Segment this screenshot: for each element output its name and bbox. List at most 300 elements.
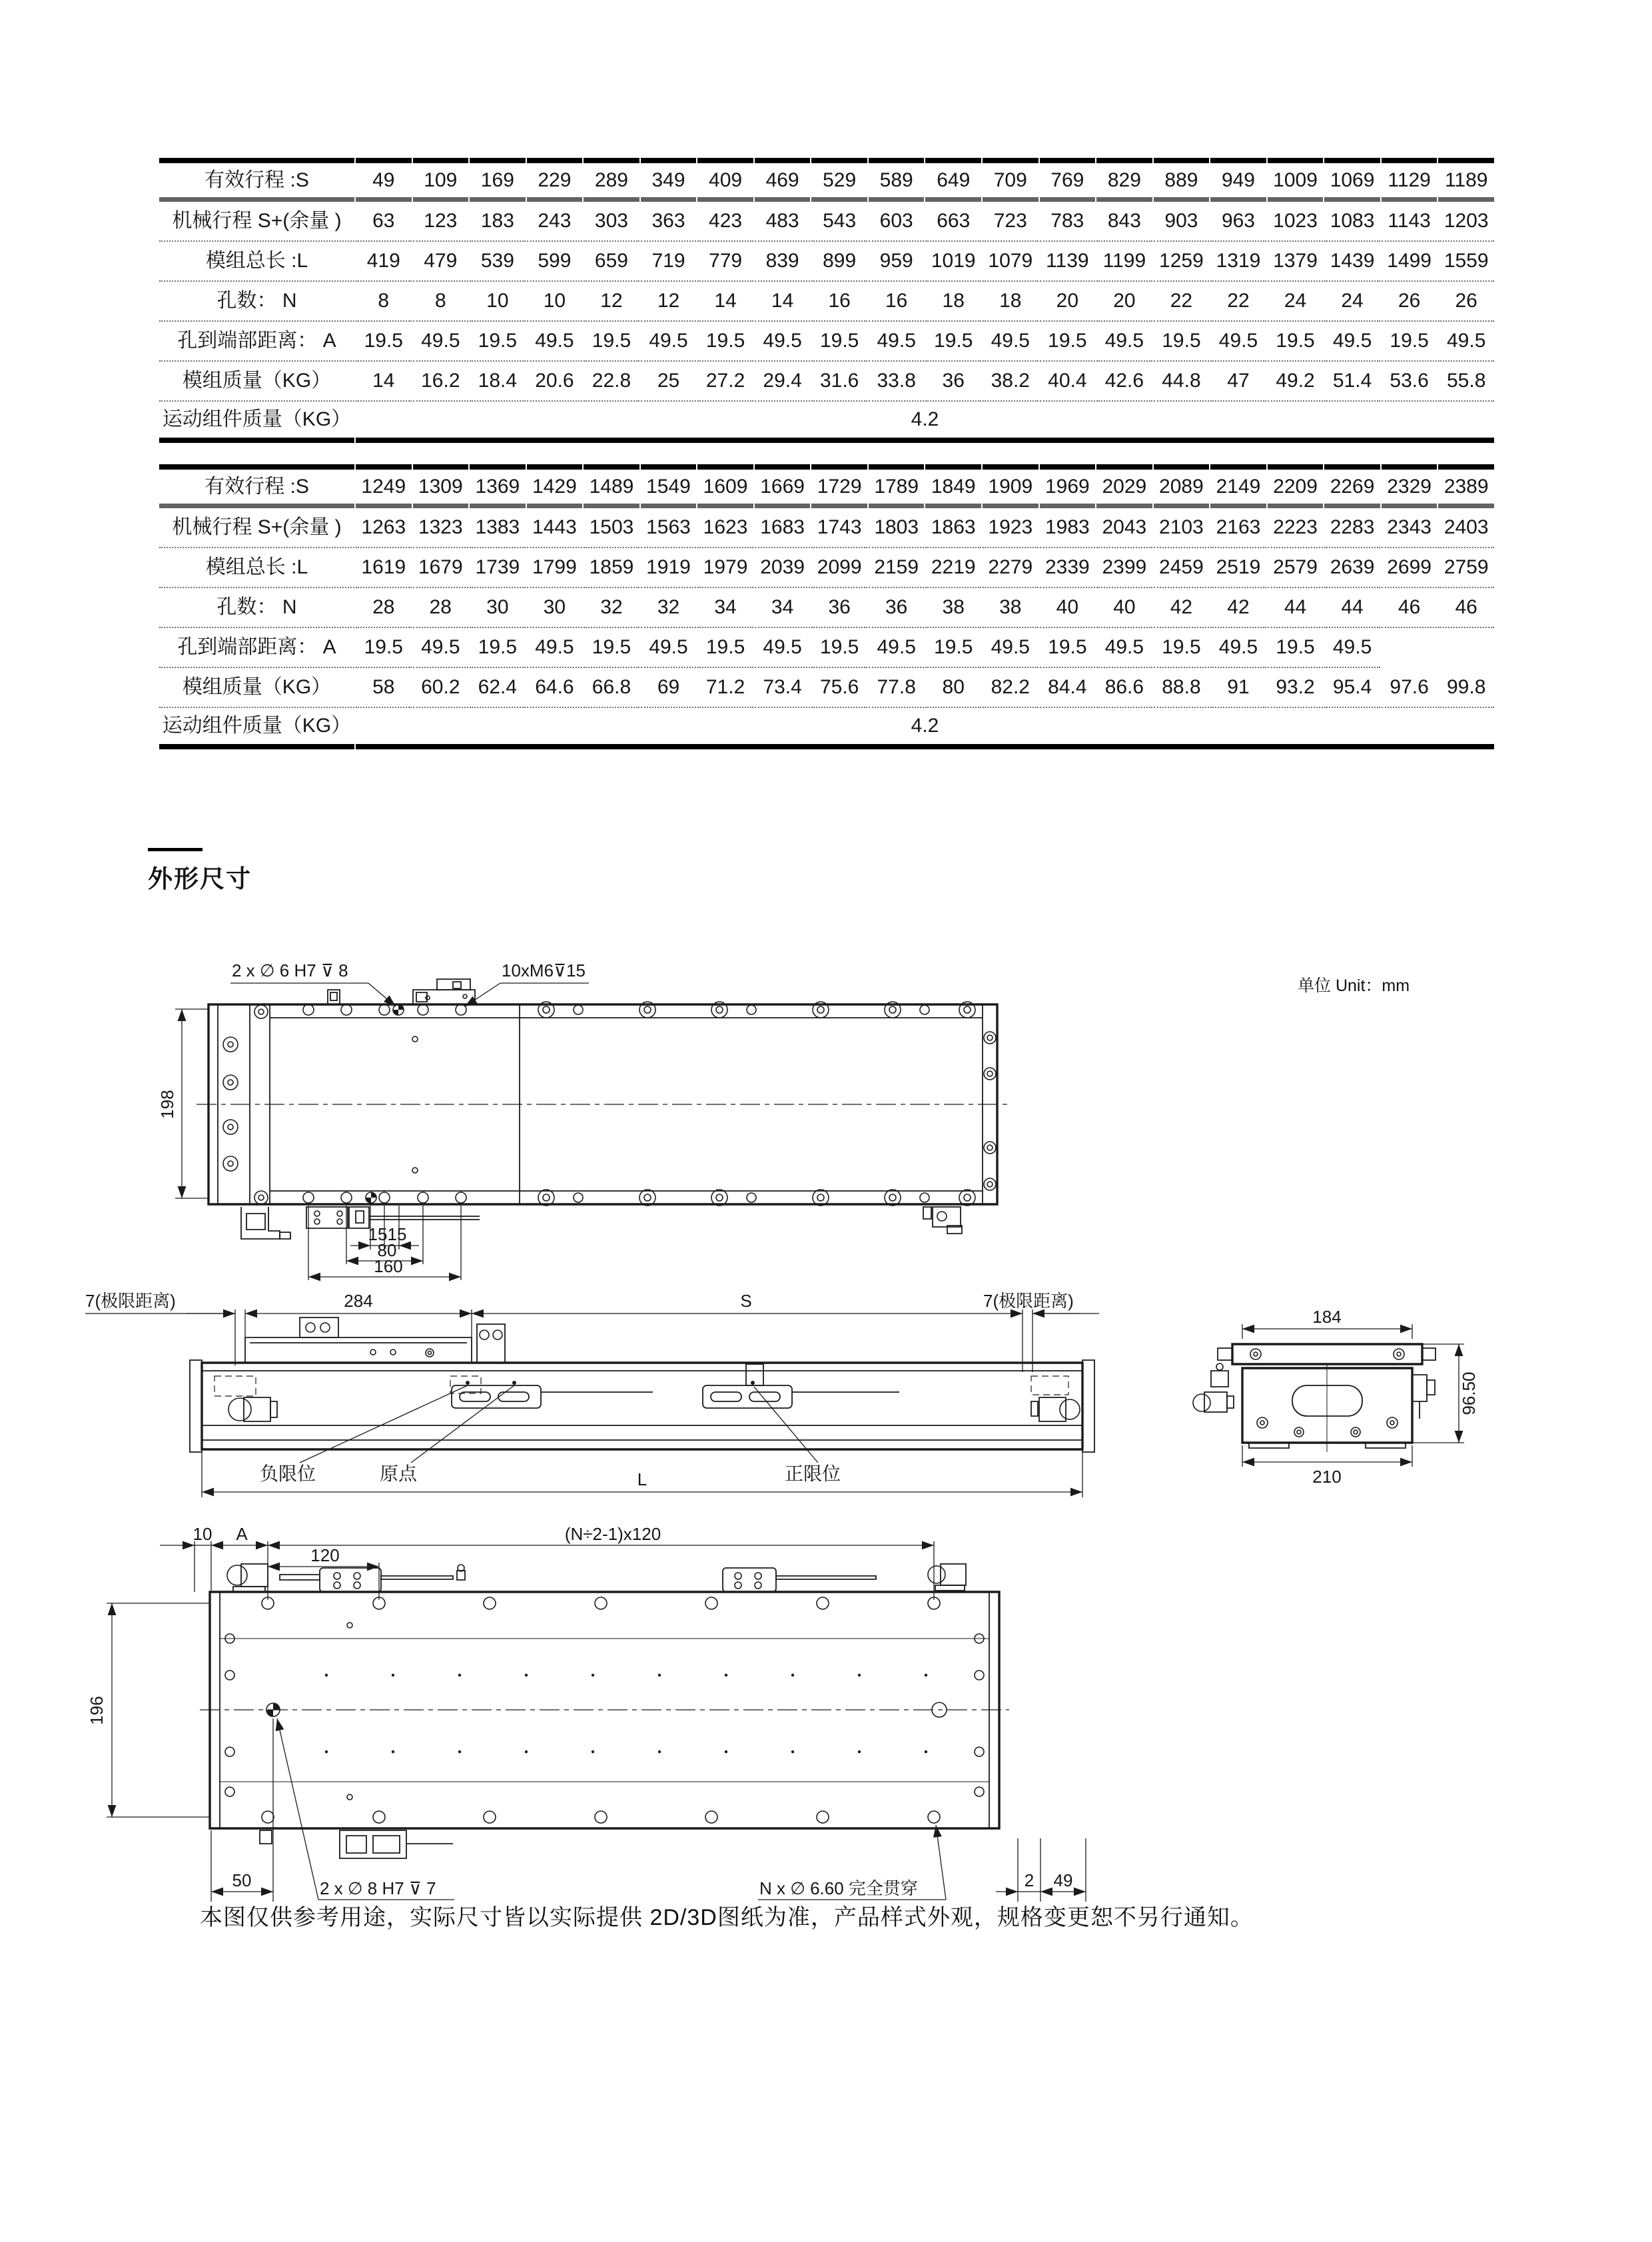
spec-row-label: 模组总长 :L xyxy=(159,548,354,588)
spec-value: 14 xyxy=(755,282,811,322)
spec-value: 1743 xyxy=(811,508,867,548)
svg-text:50: 50 xyxy=(232,1870,252,1890)
spec-value: 53.6 xyxy=(1382,362,1438,402)
spec-row-label: 有效行程 :S xyxy=(159,464,354,508)
spec-value: 229 xyxy=(527,158,583,202)
spec-value: 28 xyxy=(413,588,469,628)
spec-value: 24 xyxy=(1324,282,1380,322)
spec-value: 2329 xyxy=(1382,464,1438,508)
spec-value: 38 xyxy=(983,588,1038,628)
spec-value: 19.5 xyxy=(356,322,412,362)
spec-row-label: 模组总长 :L xyxy=(159,242,354,282)
spec-value: 2343 xyxy=(1382,508,1438,548)
spec-value: 47 xyxy=(1210,362,1266,402)
spec-value: 1263 xyxy=(356,508,412,548)
spec-value: 63 xyxy=(356,202,412,242)
spec-value: 49 xyxy=(356,158,412,202)
spec-value: 839 xyxy=(755,242,811,282)
spec-value: 649 xyxy=(925,158,981,202)
spec-value: 2519 xyxy=(1210,548,1266,588)
spec-value: 49.2 xyxy=(1268,362,1324,402)
spec-value: 1499 xyxy=(1382,242,1438,282)
spec-value: 36 xyxy=(925,362,981,402)
svg-text:S: S xyxy=(740,1291,752,1311)
spec-value: 42 xyxy=(1154,588,1210,628)
spec-value: 49.5 xyxy=(527,628,583,668)
svg-text:160: 160 xyxy=(374,1256,403,1276)
svg-text:15: 15 xyxy=(387,1224,407,1244)
spec-value: 843 xyxy=(1096,202,1152,242)
svg-text:L: L xyxy=(637,1469,647,1489)
spec-value: 10 xyxy=(470,282,526,322)
spec-value: 22.8 xyxy=(584,362,639,402)
spec-value: 1439 xyxy=(1324,242,1380,282)
spec-value: 82.2 xyxy=(983,668,1038,708)
dim-L xyxy=(202,1452,1082,1497)
spec-value: 783 xyxy=(1040,202,1096,242)
spec-value: 709 xyxy=(983,158,1038,202)
svg-text:负限位: 负限位 xyxy=(260,1463,316,1484)
spec-value: 36 xyxy=(811,588,867,628)
spec-value: 27.2 xyxy=(697,362,753,402)
spec-row xyxy=(159,668,1494,708)
spec-value: 529 xyxy=(811,158,867,202)
svg-text:198: 198 xyxy=(157,1090,177,1119)
spec-table-1 xyxy=(158,158,1495,443)
spec-value: 1849 xyxy=(925,464,981,508)
spec-row xyxy=(159,282,1494,322)
spec-value: 599 xyxy=(527,242,583,282)
spec-row-label: 孔到端部距离： A xyxy=(159,628,354,668)
spec-value: 409 xyxy=(697,158,753,202)
svg-text:2: 2 xyxy=(1024,1870,1034,1890)
svg-text:196: 196 xyxy=(87,1696,107,1725)
spec-value: 44 xyxy=(1324,588,1380,628)
spec-value: 19.5 xyxy=(925,322,981,362)
svg-text:A: A xyxy=(236,1524,248,1544)
spec-value: 36 xyxy=(869,588,925,628)
spec-value: 34 xyxy=(697,588,753,628)
spec-value: 2279 xyxy=(983,548,1038,588)
spec-row xyxy=(159,158,1494,202)
spec-value: 38 xyxy=(925,588,981,628)
spec-value: 303 xyxy=(584,202,639,242)
spec-value: 1503 xyxy=(584,508,639,548)
spec-value: 1923 xyxy=(983,508,1038,548)
spec-value: 2219 xyxy=(925,548,981,588)
spec-row-label: 机械行程 S+(余量 ) xyxy=(159,202,354,242)
spec-row xyxy=(159,548,1494,588)
spec-value: 2149 xyxy=(1210,464,1266,508)
spec-footer-row xyxy=(159,708,1494,749)
spec-value: 539 xyxy=(470,242,526,282)
spec-value: 49.5 xyxy=(1210,628,1266,668)
svg-text:184: 184 xyxy=(1312,1307,1342,1327)
spec-value: 1559 xyxy=(1438,242,1494,282)
top-sensor-assembly xyxy=(227,1564,966,1592)
spec-value: 19.5 xyxy=(925,628,981,668)
svg-text:10xM6⊽15: 10xM6⊽15 xyxy=(502,960,586,980)
spec-footer-label: 运动组件质量（KG） xyxy=(159,402,354,443)
spec-value: 479 xyxy=(413,242,469,282)
module-body xyxy=(190,1360,1094,1452)
spec-value: 49.5 xyxy=(1438,322,1494,362)
spec-value: 8 xyxy=(413,282,469,322)
spec-row-label: 机械行程 S+(余量 ) xyxy=(159,508,354,548)
spec-row-label: 孔到端部距离： A xyxy=(159,322,354,362)
spec-value: 86.6 xyxy=(1096,668,1152,708)
spec-value: 49.5 xyxy=(983,628,1038,668)
spec-value: 40 xyxy=(1096,588,1152,628)
spec-value: 51.4 xyxy=(1324,362,1380,402)
spec-value: 1443 xyxy=(527,508,583,548)
drawing-bottom-view xyxy=(80,1512,1106,1925)
spec-value: 28 xyxy=(356,588,412,628)
svg-text:原点: 原点 xyxy=(380,1463,418,1484)
spec-value: 32 xyxy=(641,588,697,628)
spec-value: 1143 xyxy=(1382,202,1438,242)
spec-value: 2089 xyxy=(1154,464,1210,508)
spec-row xyxy=(159,464,1494,508)
spec-value: 49.5 xyxy=(1324,628,1380,668)
spec-value: 1683 xyxy=(755,508,811,548)
spec-value: 19.5 xyxy=(470,322,526,362)
spec-value: 46 xyxy=(1382,588,1438,628)
spec-value: 49.5 xyxy=(1096,628,1152,668)
spec-value: 34 xyxy=(755,588,811,628)
spec-value: 19.5 xyxy=(1154,628,1210,668)
spec-table-2 xyxy=(158,464,1495,749)
spec-value: 243 xyxy=(527,202,583,242)
spec-value: 19.5 xyxy=(1268,628,1324,668)
spec-value: 949 xyxy=(1210,158,1266,202)
spec-row-label: 孔数： N xyxy=(159,588,354,628)
spec-value: 1669 xyxy=(755,464,811,508)
spec-value: 16 xyxy=(811,282,867,322)
spec-value: 2039 xyxy=(755,548,811,588)
rail-holes xyxy=(538,1002,996,1206)
spec-value: 29.4 xyxy=(755,362,811,402)
spec-value: 18.4 xyxy=(470,362,526,402)
spec-value: 899 xyxy=(811,242,867,282)
spec-row xyxy=(159,322,1494,362)
spec-value: 1379 xyxy=(1268,242,1324,282)
svg-text:2 x ∅ 6 H7 ⊽ 8: 2 x ∅ 6 H7 ⊽ 8 xyxy=(232,960,348,980)
spec-value: 33.8 xyxy=(869,362,925,402)
spec-value: 75.6 xyxy=(811,668,867,708)
spec-value: 1619 xyxy=(356,548,412,588)
spec-value: 73.4 xyxy=(755,668,811,708)
svg-text:N x ∅ 6.60 完全贯穿: N x ∅ 6.60 完全贯穿 xyxy=(759,1878,918,1898)
spec-value: 1909 xyxy=(983,464,1038,508)
spec-value: 2759 xyxy=(1438,548,1494,588)
spec-value: 1729 xyxy=(811,464,867,508)
spec-value: 40.4 xyxy=(1040,362,1096,402)
spec-value: 44 xyxy=(1268,588,1324,628)
spec-value: 40 xyxy=(1040,588,1096,628)
spec-value: 20.6 xyxy=(527,362,583,402)
spec-value: 49.5 xyxy=(641,322,697,362)
spec-value: 1429 xyxy=(527,464,583,508)
spec-footer-label: 运动组件质量（KG） xyxy=(159,708,354,749)
bottom-connector xyxy=(260,1830,453,1858)
spec-value: 2389 xyxy=(1438,464,1494,508)
spec-value: 543 xyxy=(811,202,867,242)
spec-value: 1979 xyxy=(697,548,753,588)
spec-row xyxy=(159,202,1494,242)
spec-value: 19.5 xyxy=(470,628,526,668)
spec-value: 959 xyxy=(869,242,925,282)
spec-value: 91 xyxy=(1210,668,1266,708)
spec-value: 19.5 xyxy=(584,628,639,668)
svg-text:120: 120 xyxy=(310,1545,340,1565)
spec-value: 97.6 xyxy=(1382,668,1438,708)
spec-value: 1969 xyxy=(1040,464,1096,508)
spec-value: 19.5 xyxy=(697,628,753,668)
spec-value: 1549 xyxy=(641,464,697,508)
spec-value: 42 xyxy=(1210,588,1266,628)
spec-value: 30 xyxy=(527,588,583,628)
drawing-top-view xyxy=(80,952,1106,1286)
spec-value: 14 xyxy=(356,362,412,402)
spec-row xyxy=(159,628,1494,668)
spec-value: 2103 xyxy=(1154,508,1210,548)
spec-value: 69 xyxy=(641,668,697,708)
spec-value: 1323 xyxy=(413,508,469,548)
spec-value: 99.8 xyxy=(1438,668,1494,708)
spec-value: 963 xyxy=(1210,202,1266,242)
spec-value: 603 xyxy=(869,202,925,242)
spec-value: 1383 xyxy=(470,508,526,548)
dim-chain-top xyxy=(160,1524,934,1600)
carriage xyxy=(245,1317,472,1363)
spec-value: 589 xyxy=(869,158,925,202)
spec-row-label: 模组质量（KG） xyxy=(159,668,354,708)
spec-value: 49.5 xyxy=(413,322,469,362)
spec-value: 1189 xyxy=(1438,158,1494,202)
spec-row xyxy=(159,362,1494,402)
spec-value: 18 xyxy=(983,282,1038,322)
spec-value: 19.5 xyxy=(1268,322,1324,362)
spec-value: 18 xyxy=(925,282,981,322)
spec-value: 1129 xyxy=(1382,158,1438,202)
spec-value: 20 xyxy=(1040,282,1096,322)
spec-value: 44.8 xyxy=(1154,362,1210,402)
spec-value: 1079 xyxy=(983,242,1038,282)
spec-value: 12 xyxy=(641,282,697,322)
spec-value: 1309 xyxy=(413,464,469,508)
spec-value: 1369 xyxy=(470,464,526,508)
spec-value: 2043 xyxy=(1096,508,1152,548)
svg-text:2 x ∅ 8 H7 ⊽ 7: 2 x ∅ 8 H7 ⊽ 7 xyxy=(320,1878,436,1898)
spec-value: 1489 xyxy=(584,464,639,508)
spec-value: 25 xyxy=(641,362,697,402)
spec-value: 64.6 xyxy=(527,668,583,708)
callout-dowel-holes xyxy=(230,960,396,1006)
svg-text:284: 284 xyxy=(344,1291,373,1311)
svg-text:210: 210 xyxy=(1312,1467,1342,1487)
spec-value: 1199 xyxy=(1096,242,1152,282)
spec-value: 779 xyxy=(697,242,753,282)
spec-value: 1609 xyxy=(697,464,753,508)
spec-row-label: 模组质量（KG） xyxy=(159,362,354,402)
spec-value: 49.5 xyxy=(755,322,811,362)
section-title: 外形尺寸 xyxy=(148,859,252,895)
spec-value: 2029 xyxy=(1096,464,1152,508)
spec-value: 1069 xyxy=(1324,158,1380,202)
spec-value: 58 xyxy=(356,668,412,708)
label-negative-limit xyxy=(260,1385,468,1484)
spec-value: 19.5 xyxy=(811,628,867,668)
spec-value: 1259 xyxy=(1154,242,1210,282)
spec-value: 49.5 xyxy=(641,628,697,668)
spec-value: 2209 xyxy=(1268,464,1324,508)
spec-value: 2403 xyxy=(1438,508,1494,548)
spec-value: 49.5 xyxy=(527,322,583,362)
spec-value: 2399 xyxy=(1096,548,1152,588)
svg-text:正限位: 正限位 xyxy=(785,1463,841,1484)
spec-value: 38.2 xyxy=(983,362,1038,402)
spec-value: 349 xyxy=(641,158,697,202)
spec-value: 769 xyxy=(1040,158,1096,202)
carriage-holes xyxy=(303,1004,466,1203)
spec-value: 719 xyxy=(641,242,697,282)
spec-value: 1563 xyxy=(641,508,697,548)
spec-value: 109 xyxy=(413,158,469,202)
spec-value: 19.5 xyxy=(356,628,412,668)
spec-value: 1083 xyxy=(1324,202,1380,242)
spec-value: 26 xyxy=(1438,282,1494,322)
spec-value: 19.5 xyxy=(697,322,753,362)
dim-198 xyxy=(157,1009,208,1198)
spec-value: 419 xyxy=(356,242,412,282)
spec-value: 889 xyxy=(1154,158,1210,202)
spec-value: 31.6 xyxy=(811,362,867,402)
spec-value: 1739 xyxy=(470,548,526,588)
footer-note: 本图仅供参考用途，实际尺寸皆以实际提供 2D/3D图纸为准，产品样式外观，规格变更恕不另行通知。 xyxy=(200,1905,1254,1930)
limit-bracket-left xyxy=(452,1324,653,1408)
spec-value: 80 xyxy=(925,668,981,708)
spec-value: 2459 xyxy=(1154,548,1210,588)
spec-value: 2163 xyxy=(1210,508,1266,548)
spec-value: 1019 xyxy=(925,242,981,282)
spec-value: 19.5 xyxy=(1040,628,1096,668)
dim-row-top xyxy=(85,1291,1099,1372)
spec-value: 289 xyxy=(584,158,639,202)
spec-value: 16.2 xyxy=(413,362,469,402)
svg-text:10: 10 xyxy=(193,1524,212,1544)
spec-value: 71.2 xyxy=(697,668,753,708)
spec-value: 77.8 xyxy=(869,668,925,708)
spec-value: 1803 xyxy=(869,508,925,548)
spec-value: 469 xyxy=(755,158,811,202)
spec-value: 49.5 xyxy=(869,322,925,362)
spec-value: 49.5 xyxy=(1210,322,1266,362)
spec-value: 8 xyxy=(356,282,412,322)
unit-label: 单位 Unit：mm xyxy=(1298,976,1410,995)
svg-text:96.50: 96.50 xyxy=(1459,1371,1479,1415)
spec-value: 123 xyxy=(413,202,469,242)
spec-value: 423 xyxy=(697,202,753,242)
svg-text:80: 80 xyxy=(377,1240,397,1260)
spec-value: 1919 xyxy=(641,548,697,588)
spec-footer-row xyxy=(159,402,1494,443)
end-view-body xyxy=(1193,1344,1436,1452)
spec-value: 19.5 xyxy=(584,322,639,362)
spec-value: 1679 xyxy=(413,548,469,588)
spec-value: 2699 xyxy=(1382,548,1438,588)
spec-value: 16 xyxy=(869,282,925,322)
spec-row-label: 孔数： N xyxy=(159,282,354,322)
spec-value: 46 xyxy=(1438,588,1494,628)
spec-value: 84.4 xyxy=(1040,668,1096,708)
spec-value: 2099 xyxy=(811,548,867,588)
spec-value: 2269 xyxy=(1324,464,1380,508)
spec-value: 723 xyxy=(983,202,1038,242)
spec-value: 19.5 xyxy=(811,322,867,362)
drawing-end-view xyxy=(1192,1292,1505,1492)
label-origin xyxy=(380,1385,514,1484)
spec-value: 2223 xyxy=(1268,508,1324,548)
spec-value: 60.2 xyxy=(413,668,469,708)
spec-value: 1623 xyxy=(697,508,753,548)
spec-value: 62.4 xyxy=(470,668,526,708)
spec-value: 20 xyxy=(1096,282,1152,322)
dot-rows xyxy=(325,1674,927,1753)
spec-value: 483 xyxy=(755,202,811,242)
spec-value: 24 xyxy=(1268,282,1324,322)
spec-value: 22 xyxy=(1210,282,1266,322)
svg-text:7(极限距离): 7(极限距离) xyxy=(983,1291,1074,1311)
spec-footer-value: 4.2 xyxy=(356,708,1494,749)
spec-value: 1009 xyxy=(1268,158,1324,202)
spec-value: 22 xyxy=(1154,282,1210,322)
spec-value: 95.4 xyxy=(1324,668,1380,708)
spec-value: 66.8 xyxy=(584,668,639,708)
spec-value: 12 xyxy=(584,282,639,322)
dim-184 xyxy=(1242,1307,1412,1339)
spec-value: 93.2 xyxy=(1268,668,1324,708)
spec-value: 1249 xyxy=(356,464,412,508)
spec-value: 49.5 xyxy=(869,628,925,668)
spec-value: 19.5 xyxy=(1154,322,1210,362)
spec-value: 55.8 xyxy=(1438,362,1494,402)
spec-value: 363 xyxy=(641,202,697,242)
spec-value: 183 xyxy=(470,202,526,242)
bottom-sensor-assembly xyxy=(241,1207,962,1239)
spec-row-label: 有效行程 :S xyxy=(159,158,354,202)
spec-value: 2283 xyxy=(1324,508,1380,548)
spec-value: 14 xyxy=(697,282,753,322)
spec-value: 663 xyxy=(925,202,981,242)
spec-value: 88.8 xyxy=(1154,668,1210,708)
spec-value: 1983 xyxy=(1040,508,1096,548)
spec-value: 829 xyxy=(1096,158,1152,202)
drawing-side-view xyxy=(80,1286,1106,1512)
spec-value: 1023 xyxy=(1268,202,1324,242)
spec-value: 903 xyxy=(1154,202,1210,242)
spec-value: 19.5 xyxy=(1382,322,1438,362)
spec-value: 2579 xyxy=(1268,548,1324,588)
spec-value: 49.5 xyxy=(983,322,1038,362)
spec-value: 2339 xyxy=(1040,548,1096,588)
spec-value: 32 xyxy=(584,588,639,628)
spec-value: 49.5 xyxy=(1096,322,1152,362)
spec-value: 169 xyxy=(470,158,526,202)
spec-value: 49.5 xyxy=(413,628,469,668)
spec-value: 49.5 xyxy=(755,628,811,668)
spec-value: 30 xyxy=(470,588,526,628)
